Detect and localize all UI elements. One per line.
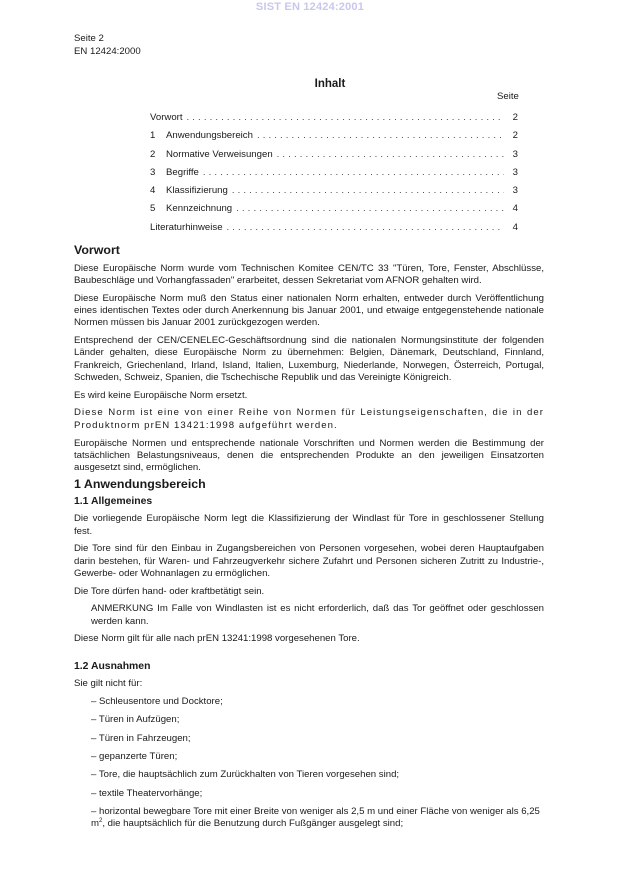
paragraph: Diese Norm gilt für alle nach prEN 13241:1998 vorgesehenen Tore. bbox=[74, 633, 360, 645]
toc-leader-dots bbox=[203, 167, 504, 179]
toc-entry-label: Vorwort bbox=[150, 112, 183, 123]
list-item: – Türen in Aufzügen; bbox=[91, 714, 544, 726]
note: ANMERKUNG Im Falle von Windlasten ist es nicht erforderlich, daß das Tor geöffnet oder geschlossen werden kann. bbox=[91, 603, 544, 627]
list-item: – Schleusentore und Docktore; bbox=[91, 696, 544, 708]
toc-entry-number: 5 bbox=[150, 203, 156, 215]
table-of-contents bbox=[150, 112, 518, 240]
paragraph: Europäische Normen und entsprechende nationale Vorschriften und Normen werden die Bestimmung der tatsächlichen Belastungsniveaus, denen die entsprechenden Produkte an den jeweiligen Einsatzorten ausgesetzt sind, ermöglichen. bbox=[74, 437, 544, 474]
toc-entry-klassifizierung[interactable] bbox=[150, 185, 518, 203]
subsection-heading-allgemeines: 1.1 Allgemeines bbox=[74, 496, 153, 508]
toc-title: Inhalt bbox=[314, 78, 346, 90]
watermark: SIST EN 12424:2001 bbox=[255, 1, 365, 13]
toc-entry-number: 4 bbox=[150, 185, 156, 197]
toc-entry-page: 2 bbox=[512, 112, 518, 123]
toc-entry-label: Klassifizierung bbox=[166, 185, 228, 197]
list-item: – Türen in Fahrzeugen; bbox=[91, 733, 544, 745]
toc-leader-dots bbox=[187, 112, 504, 124]
list-item-text: horizontal bewegbare Tore mit einer Breite von weniger als 2,5 m und einer Fläche von weniger als 6,25 m bbox=[91, 806, 540, 830]
section-heading-anwendungsbereich: 1 Anwendungsbereich bbox=[74, 477, 206, 492]
section-heading-vorwort: Vorwort bbox=[74, 243, 120, 257]
toc-leader-dots bbox=[257, 130, 504, 142]
toc-entry-page: 2 bbox=[512, 130, 518, 142]
toc-leader-dots bbox=[232, 185, 504, 197]
superscript: 2 bbox=[99, 818, 103, 825]
toc-entry-number: 3 bbox=[150, 166, 156, 178]
document-id: EN 12424:2000 bbox=[74, 45, 141, 57]
paragraph: Diese Europäische Norm muß den Status einer nationalen Norm erhalten, entweder durch Veröffentlichung eines identischen Textes oder durch Anerkennung bis Januar 2001, und etwaige entgegenstehende nationale Normen müssen bis Januar 2001 zurückgezogen werden. bbox=[74, 293, 544, 329]
toc-entry-page: 4 bbox=[512, 203, 518, 215]
list-item bbox=[91, 806, 544, 830]
exclusion-list bbox=[74, 696, 544, 831]
paragraph: Sie gilt nicht für: bbox=[74, 677, 143, 689]
toc-entry-page: 4 bbox=[512, 221, 518, 233]
paragraph: Die vorliegende Europäische Norm legt die Klassifizierung der Windlast für Tore in geschlossener Stellung fest. bbox=[74, 513, 544, 537]
toc-leader-dots bbox=[236, 203, 504, 215]
paragraph: Die Tore dürfen hand- oder kraftbetätigt sein. bbox=[74, 585, 265, 597]
list-item-text: , die hauptsächlich für die Benutzung durch Fußgänger ausgelegt sind; bbox=[102, 818, 404, 830]
toc-entry-kennzeichnung[interactable] bbox=[150, 203, 518, 221]
toc-entry-literaturhinweise[interactable] bbox=[150, 222, 518, 240]
toc-leader-dots bbox=[277, 149, 504, 161]
list-item: – textile Theatervorhänge; bbox=[91, 788, 544, 800]
list-item: – Tore, die hauptsächlich zum Zurückhalten von Tieren vorgesehen sind; bbox=[91, 769, 544, 781]
toc-entry-number: 2 bbox=[150, 148, 156, 160]
toc-entry-begriffe[interactable] bbox=[150, 167, 518, 185]
document-body bbox=[74, 243, 544, 837]
list-item: – gepanzerte Türen; bbox=[91, 751, 544, 763]
toc-entry-page: 3 bbox=[512, 166, 518, 178]
paragraph: Es wird keine Europäische Norm ersetzt. bbox=[74, 389, 248, 401]
toc-entry-label: Normative Verweisungen bbox=[166, 148, 273, 160]
toc-entry-page: 3 bbox=[512, 185, 518, 197]
page-header bbox=[74, 33, 141, 58]
paragraph: Entsprechend der CEN/CENELEC-Geschäftsordnung sind die nationalen Normungsinstitute der folgenden Länder gehalten, diese Europäische Norm zu übernehmen: Belgien, Dänemark, Deutschland, Finnland, Frankreich, Griechenland, Irland, Island, Italien, Luxemburg, Niederlande, Norwegen, Österreich, Portugal, Schweden, Schweiz, Spanien, die Tschechische Republik und das Vereinigte Königreich. bbox=[74, 335, 544, 383]
subsection-heading-ausnahmen: 1.2 Ausnahmen bbox=[74, 660, 151, 672]
toc-page-column-label: Seite bbox=[497, 91, 519, 102]
toc-leader-dots bbox=[227, 222, 504, 234]
toc-entry-anwendungsbereich[interactable] bbox=[150, 130, 518, 148]
toc-entry-normative-verweisungen[interactable] bbox=[150, 149, 518, 167]
paragraph: Die Tore sind für den Einbau in Zugangsbereichen von Personen vorgesehen, wobei deren Hauptaufgaben darin bestehen, für Waren- und Fahrzeugverkehr sichere Zufahrt und Personen sicheren Zutritt zu Industrie-, Gewerbe- oder Wohnanlagen zu ermöglichen. bbox=[74, 543, 544, 579]
toc-entry-vorwort[interactable] bbox=[150, 112, 518, 130]
paragraph: Diese Norm ist eine von einer Reihe von Normen für Leistungseigenschaften, die in der Produktnorm prEN 13421:1998 aufgeführt werden. bbox=[74, 407, 544, 431]
toc-entry-label: Kennzeichnung bbox=[166, 203, 233, 215]
toc-entry-number: 1 bbox=[150, 130, 156, 142]
toc-entry-label: Begriffe bbox=[166, 166, 199, 178]
toc-entry-label: Literaturhinweise bbox=[150, 221, 223, 233]
toc-entry-label: Anwendungsbereich bbox=[166, 130, 253, 142]
page-number: Seite 2 bbox=[74, 33, 104, 44]
toc-entry-page: 3 bbox=[512, 148, 518, 160]
paragraph: Diese Europäische Norm wurde vom Technischen Komitee CEN/TC 33 "Türen, Tore, Fenster, Abschlüsse, Baubeschläge und Vorhangfassaden" erarbeitet, dessen Sekretariat vom AFNOR gehalten wird. bbox=[74, 263, 544, 287]
